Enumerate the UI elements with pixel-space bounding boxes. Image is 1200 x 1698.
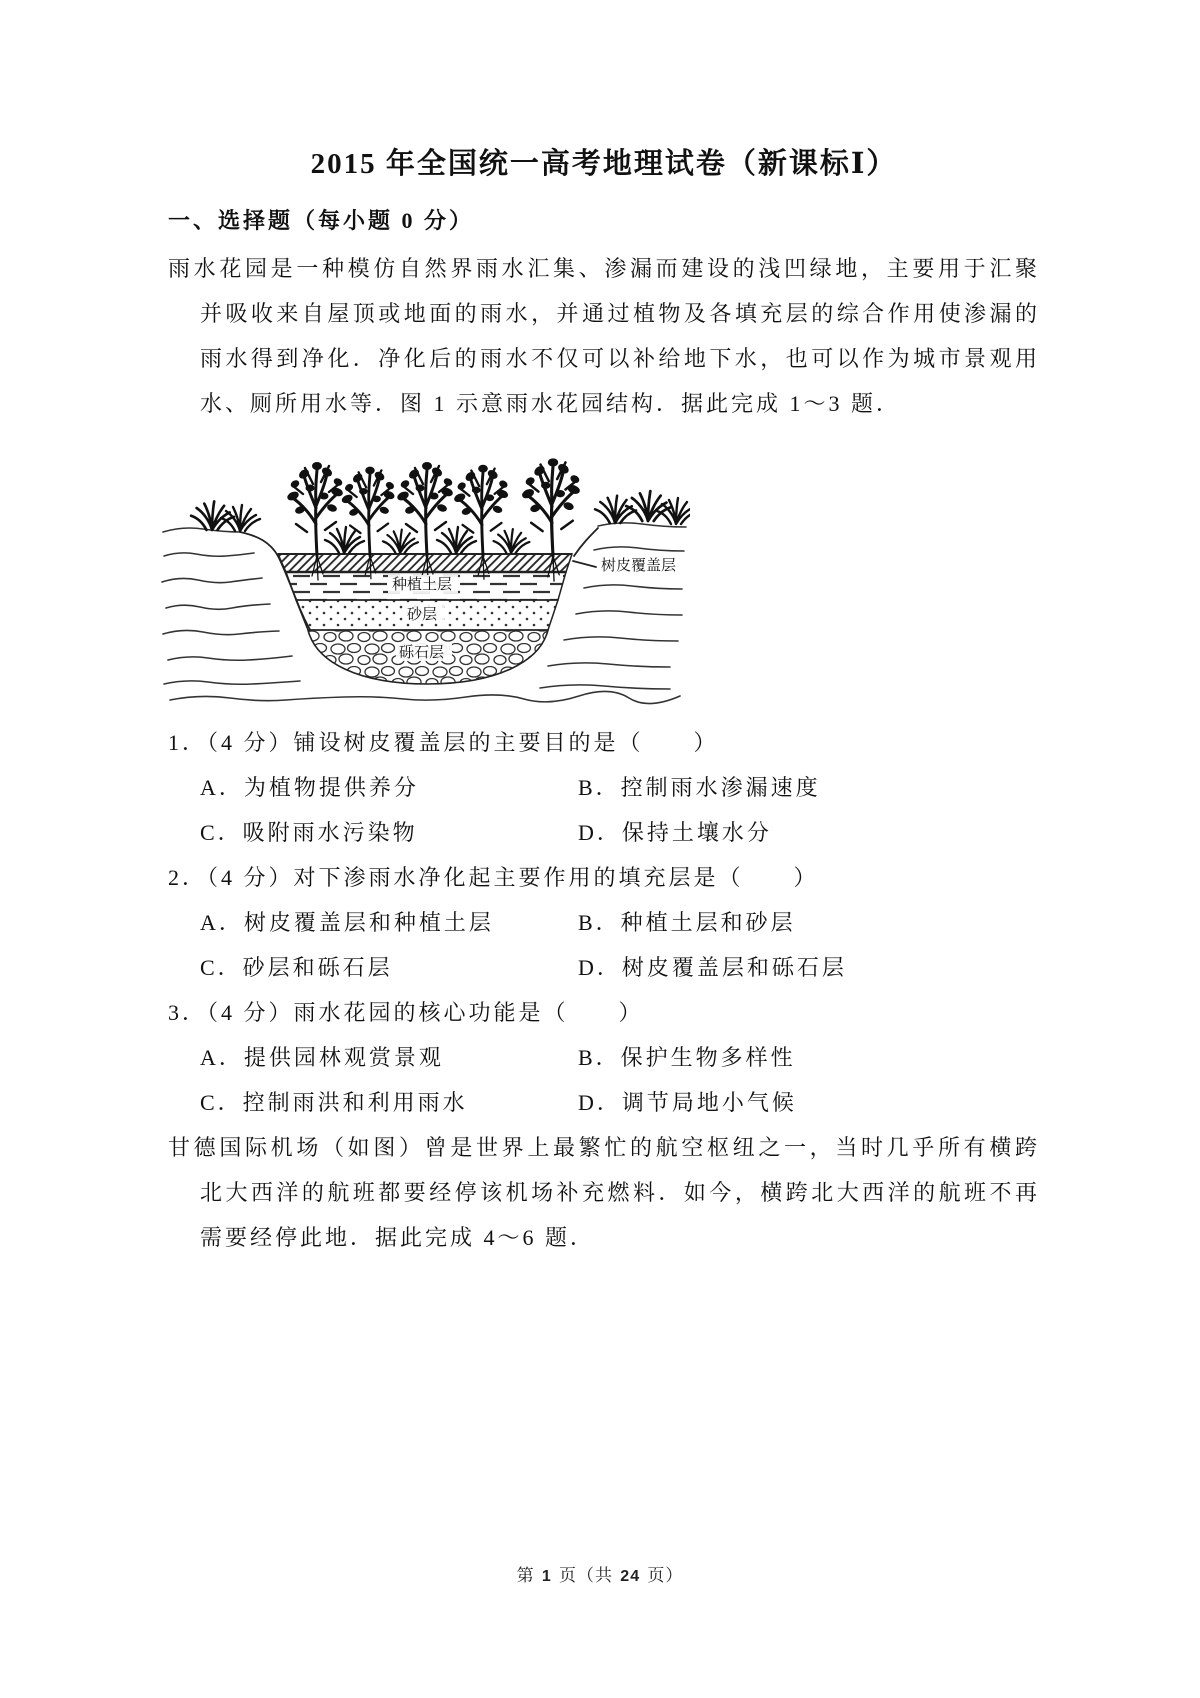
- question-2-option-d: D．树皮覆盖层和砾石层: [578, 955, 847, 980]
- question-3-options-row-2: [168, 1080, 1040, 1125]
- question-3-option-a: A．提供园林观赏景观: [200, 1045, 444, 1070]
- question-1: [168, 720, 1040, 855]
- question-3: [168, 990, 1040, 1125]
- rain-garden-diagram: [160, 436, 690, 706]
- figure-label-planting-soil: 种植土层: [392, 577, 453, 593]
- rain-garden-figure: [160, 436, 690, 706]
- question-3-option-c: C．控制雨洪和利用雨水: [200, 1090, 468, 1115]
- footer-total-pages: 24: [620, 1568, 641, 1585]
- figure-label-sand: 砂层: [407, 607, 438, 623]
- question-2-option-c: C．砂层和砾石层: [200, 955, 393, 980]
- footer-page-number: 1: [541, 1568, 552, 1585]
- footer-suffix: 页）: [642, 1566, 684, 1585]
- intro-paragraph-gander-airport: 甘德国际机场（如图）曾是世界上最繁忙的航空枢纽之一，当时几乎所有横跨北大西洋的航班都要经停该机场补充燃料．如今，横跨北大西洋的航班不再需要经停此地．据此完成 4～6 题．: [168, 1135, 1040, 1250]
- section-heading: 一、选择题（每小题 0 分）: [168, 208, 475, 233]
- question-1-option-b: B．控制雨水渗漏速度: [578, 775, 821, 800]
- page-title: 2015 年全国统一高考地理试卷（新课标Ⅰ）: [310, 148, 898, 180]
- question-2: [168, 855, 1040, 990]
- question-3-option-d: D．调节局地小气候: [578, 1090, 797, 1115]
- question-2-options-row-2: [168, 945, 1040, 990]
- question-2-option-a: A．树皮覆盖层和种植土层: [200, 910, 494, 935]
- question-3-options-row-1: [168, 1035, 1040, 1080]
- figure-label-gravel: 砾石层: [399, 645, 445, 661]
- question-3-stem: 3．（4 分）雨水花园的核心功能是（ ）: [168, 1000, 644, 1025]
- page-footer: [0, 1561, 1200, 1586]
- footer-prefix: 第: [516, 1566, 540, 1585]
- question-1-stem: 1．（4 分）铺设树皮覆盖层的主要目的是（ ）: [168, 730, 719, 755]
- question-1-options-row-1: [168, 765, 1040, 810]
- intro-paragraph-rain-garden: 雨水花园是一种模仿自然界雨水汇集、渗漏而建设的浅凹绿地，主要用于汇聚并吸收来自屋顶或地面的雨水，并通过植物及各填充层的综合作用使渗漏的雨水得到净化．净化后的雨水不仅可以补给地下水，也可以作为城市景观用水、厕所用水等．图 1 示意雨水花园结构．据此完成 1～3 题．: [168, 256, 1040, 416]
- footer-middle: 页（共: [553, 1566, 619, 1585]
- question-2-option-b: B．种植土层和砂层: [578, 910, 796, 935]
- question-1-options-row-2: [168, 810, 1040, 855]
- question-1-option-a: A．为植物提供养分: [200, 775, 419, 800]
- figure-label-bark-cover: 树皮覆盖层: [601, 558, 677, 574]
- question-1-option-c: C．吸附雨水污染物: [200, 820, 418, 845]
- question-1-option-d: D．保持土壤水分: [578, 820, 772, 845]
- question-2-options-row-1: [168, 900, 1040, 945]
- question-3-option-b: B．保护生物多样性: [578, 1045, 796, 1070]
- question-2-stem: 2．（4 分）对下渗雨水净化起主要作用的填充层是（ ）: [168, 865, 819, 890]
